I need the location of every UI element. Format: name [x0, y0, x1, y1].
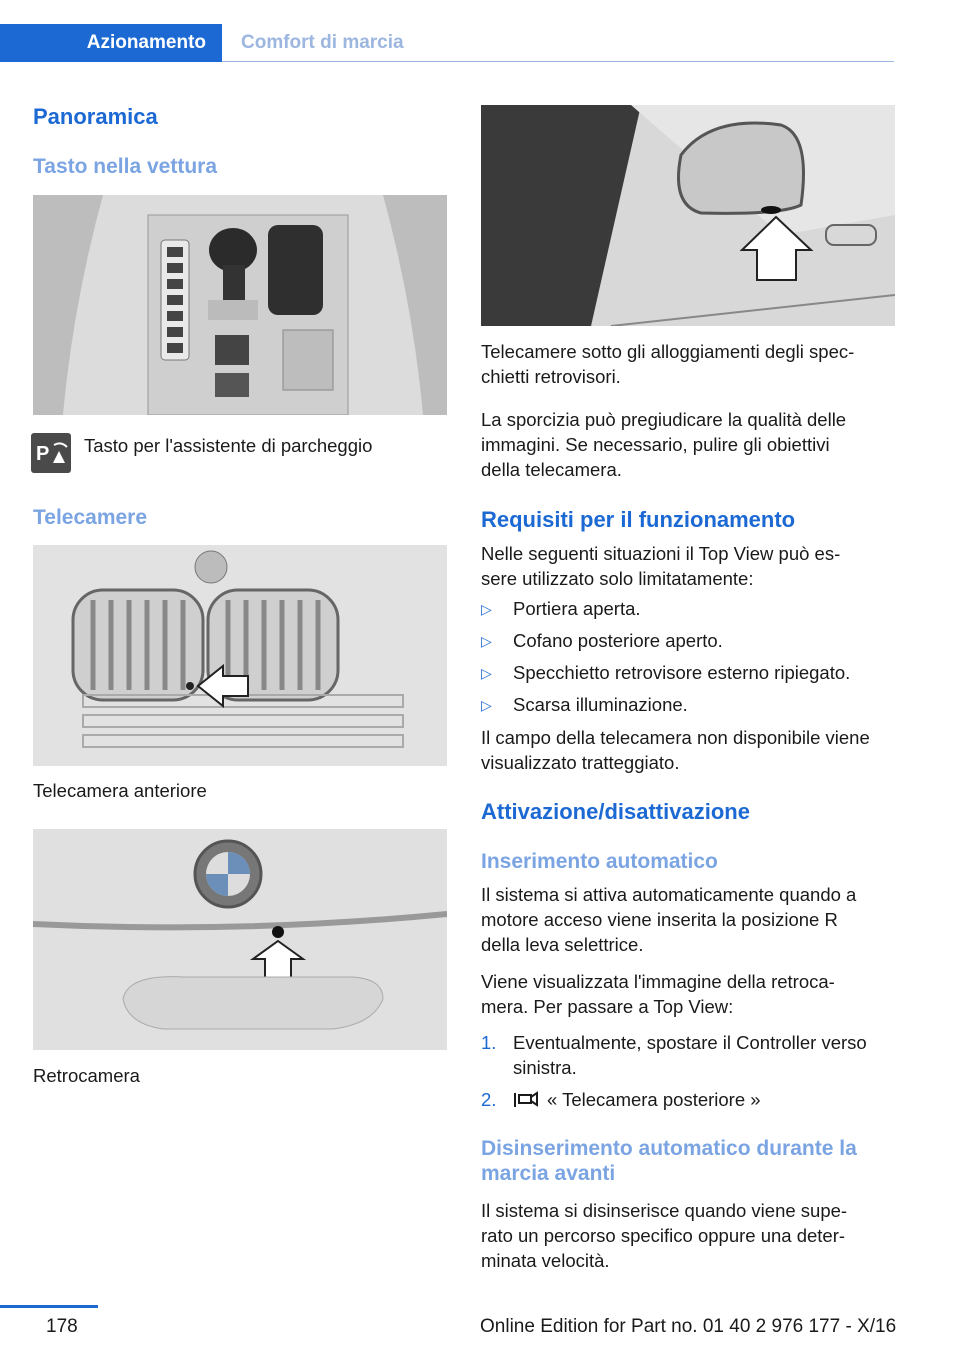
button-caption: Tasto per l'assistente di parcheggio [84, 435, 373, 456]
requirements-line-1: Nelle seguenti situazioni il Top View può es- [481, 543, 841, 564]
rear-camera-caption: Retrocamera [33, 1065, 140, 1086]
auto-off-line-3: minata velocità. [481, 1250, 610, 1271]
auto-on-line-2: motore acceso viene inserita la posizione R [481, 909, 838, 930]
heading-telecamere: Telecamere [33, 506, 148, 529]
rear-camera-image [33, 829, 447, 1050]
rear-camera-icon [513, 1089, 543, 1111]
mirror-camera-image [481, 105, 895, 326]
mirror-caption-line-1: Telecamere sotto gli alloggiamenti degli spec- [481, 341, 855, 362]
dirt-text-line-2: immagini. Se necessario, pulire gli obiettivi [481, 434, 830, 455]
view-line-2: mera. Per passare a Top View: [481, 996, 734, 1017]
auto-off-line-2: rato un percorso specifico oppure una deter- [481, 1225, 846, 1246]
front-camera-caption: Telecamera anteriore [33, 780, 207, 801]
tab-comfort-di-marcia[interactable]: Comfort di marcia [241, 32, 404, 53]
auto-on-line-3: della leva selettrice. [481, 934, 644, 955]
heading-inserimento-automatico: Inserimento automatico [481, 850, 718, 873]
dirt-text-line-3: della telecamera. [481, 459, 622, 480]
tab-azionamento[interactable]: Azionamento [0, 24, 222, 62]
heading-attivazione: Attivazione/disattivazione [481, 799, 750, 824]
heading-panoramica: Panoramica [33, 104, 158, 129]
heading-disinserimento-line-2: marcia avanti [481, 1162, 616, 1185]
triangle-bullet-icon: ▷ [481, 601, 492, 617]
heading-requisiti: Requisiti per il funzionamento [481, 507, 796, 532]
dashed-text-line-1: Il campo della telecamera non disponibile viene [481, 727, 870, 748]
footer-divider [0, 1305, 98, 1308]
triangle-bullet-icon: ▷ [481, 697, 492, 713]
svg-text:P: P [36, 443, 50, 465]
auto-on-line-1: Il sistema si attiva automaticamente quando a [481, 884, 857, 905]
edition-text: Online Edition for Part no. 01 40 2 976 177 - X/16 [480, 1316, 897, 1337]
view-line-1: Viene visualizzata l'immagine della retroca- [481, 971, 835, 992]
auto-off-line-1: Il sistema si disinserisce quando viene supe- [481, 1200, 848, 1221]
console-button-image [33, 195, 447, 415]
heading-disinserimento-line-1: Disinserimento automatico durante la [481, 1137, 857, 1160]
dashed-text-line-2: visualizzato tratteggiato. [481, 752, 680, 773]
triangle-bullet-icon: ▷ [481, 665, 492, 681]
heading-tasto-vettura: Tasto nella vettura [33, 155, 217, 178]
front-camera-image [33, 545, 447, 766]
mirror-caption-line-2: chietti retrovisori. [481, 366, 621, 387]
requirements-line-2: sere utilizzato solo limitatamente: [481, 568, 754, 589]
page-number: 178 [46, 1316, 78, 1337]
header-divider [222, 61, 894, 62]
triangle-bullet-icon: ▷ [481, 633, 492, 649]
parking-assistant-button-icon [31, 433, 71, 473]
dirt-text-line-1: La sporcizia può pregiudicare la qualità delle [481, 409, 847, 430]
page-header [0, 24, 960, 62]
